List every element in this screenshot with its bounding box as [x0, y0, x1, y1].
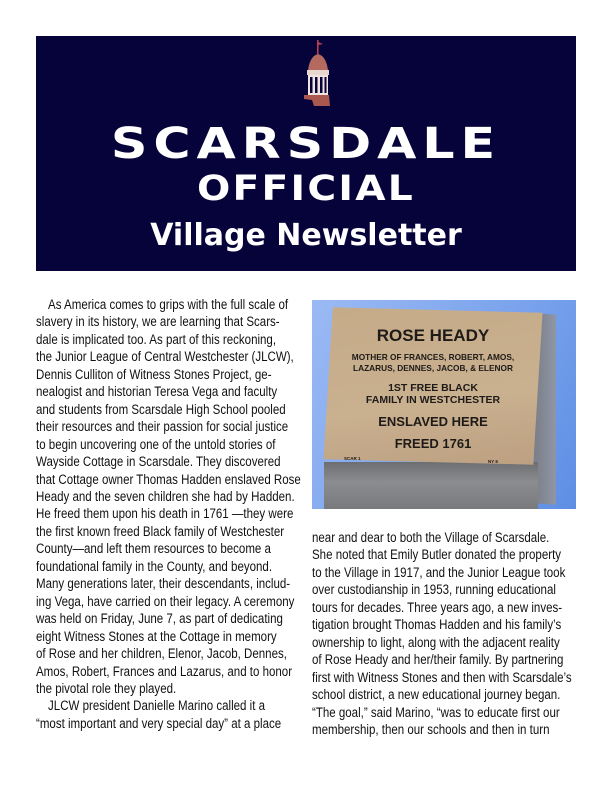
article-line: slavery in its history, we are learning that Scars- — [36, 314, 280, 330]
article-line: of Rose and her children, Elenor, Jacob, Dennes, — [36, 646, 287, 662]
article-line: dale is implicated too. As part of this reckoning, — [36, 331, 277, 347]
article-line: Many generations later, their descendants, includ- — [36, 576, 291, 592]
article-line: As America comes to grips with the full scale of — [48, 297, 289, 312]
masthead-subtitle: Village Newsletter — [150, 218, 462, 253]
stone-front — [324, 462, 538, 509]
article-line: Amos, Robert, Frances and Lazarus, and to honor — [36, 663, 293, 679]
article-line: County—and left them resources to become a — [36, 541, 271, 557]
article-line: She noted that Emily Butler donated the property — [312, 547, 562, 563]
article-line: membership, then our schools and then in turn — [312, 721, 550, 737]
newsletter-masthead — [36, 36, 576, 271]
article-line: “most important and very special day” at a place — [36, 715, 282, 731]
article-line: ownership to light, along with the adjacent reality — [312, 634, 560, 650]
article-line: ing Vega, have carried on their legacy. A ceremony — [36, 593, 295, 609]
article-line: the Junior League of Central Westchester (JLCW), — [36, 349, 294, 365]
article-line: tours for decades. Three years ago, a new inves- — [312, 599, 563, 615]
article-line: JLCW president Danielle Marino called it a — [48, 698, 266, 714]
article-line: Heady and the seven children she had by Hadden. — [36, 488, 295, 504]
article-line: to begin uncovering one of the untold stories of — [36, 436, 276, 452]
article-line: the pivotal role they played. — [36, 680, 177, 696]
stone-code-left: SCAR 1 — [344, 456, 361, 461]
article-line: of Rose Heady and her/their family. By partnering — [312, 652, 564, 668]
stone-first-free: 1ST FREE BLACK FAMILY IN WESTCHESTER — [365, 382, 501, 406]
article-line: nealogist and historian Teresa Vega and faculty — [36, 384, 278, 400]
stone-mother-of: MOTHER OF FRANCES, ROBERT, AMOS, LAZARUS, DENNES, JACOB, & ELENOR — [351, 352, 515, 373]
article-left-column — [36, 296, 306, 732]
masthead-title-official: OFFICIAL — [196, 169, 416, 209]
stone-enslaved: ENSLAVED HERE — [378, 414, 488, 429]
masthead-title-scarsdale: SCARSDALE — [110, 119, 502, 169]
article-line: He freed them upon his death in 1761 —they were — [36, 506, 294, 522]
article-line: over custodianship in 1953, running educational — [312, 582, 556, 598]
stone-code-right: NY 6 — [488, 459, 498, 464]
article-line: Dennis Culliton of Witness Stones Project, ge- — [36, 366, 272, 382]
article-line: foundational family in the County, and beyond. — [36, 558, 273, 574]
article-line: and students from Scarsdale High School pooled — [36, 401, 286, 417]
witness-stone-photo — [312, 300, 576, 509]
stone-name: ROSE HEADY — [376, 326, 490, 345]
article-line: near and dear to both the Village of Scarsdale. — [312, 530, 550, 545]
article-line: to the Village in 1917, and the Junior League took — [312, 564, 566, 580]
article-line: first with Witness Stones and then with Scarsdale’s — [312, 669, 572, 685]
article-line: was held on Friday, June 7, as part of dedicating — [36, 611, 283, 627]
article-right-column — [312, 529, 582, 738]
article-line: their resources and their passion for social justice — [36, 419, 289, 435]
article-line: school district, a new educational journey began. — [312, 687, 561, 703]
article-line: eight Witness Stones at the Cottage in memory — [36, 628, 277, 644]
article-line: the first known freed Black family of Westchester — [36, 523, 285, 539]
article-line: Wayside Cottage in Scarsdale. They discovered — [36, 454, 281, 470]
article-line: “The goal,” said Marino, “was to educate first our — [312, 704, 560, 720]
stone-freed: FREED 1761 — [394, 436, 472, 451]
article-line: that Cottage owner Thomas Hadden enslaved Rose — [36, 471, 301, 487]
article-line: tigation brought Thomas Hadden and his family’s — [312, 617, 562, 633]
